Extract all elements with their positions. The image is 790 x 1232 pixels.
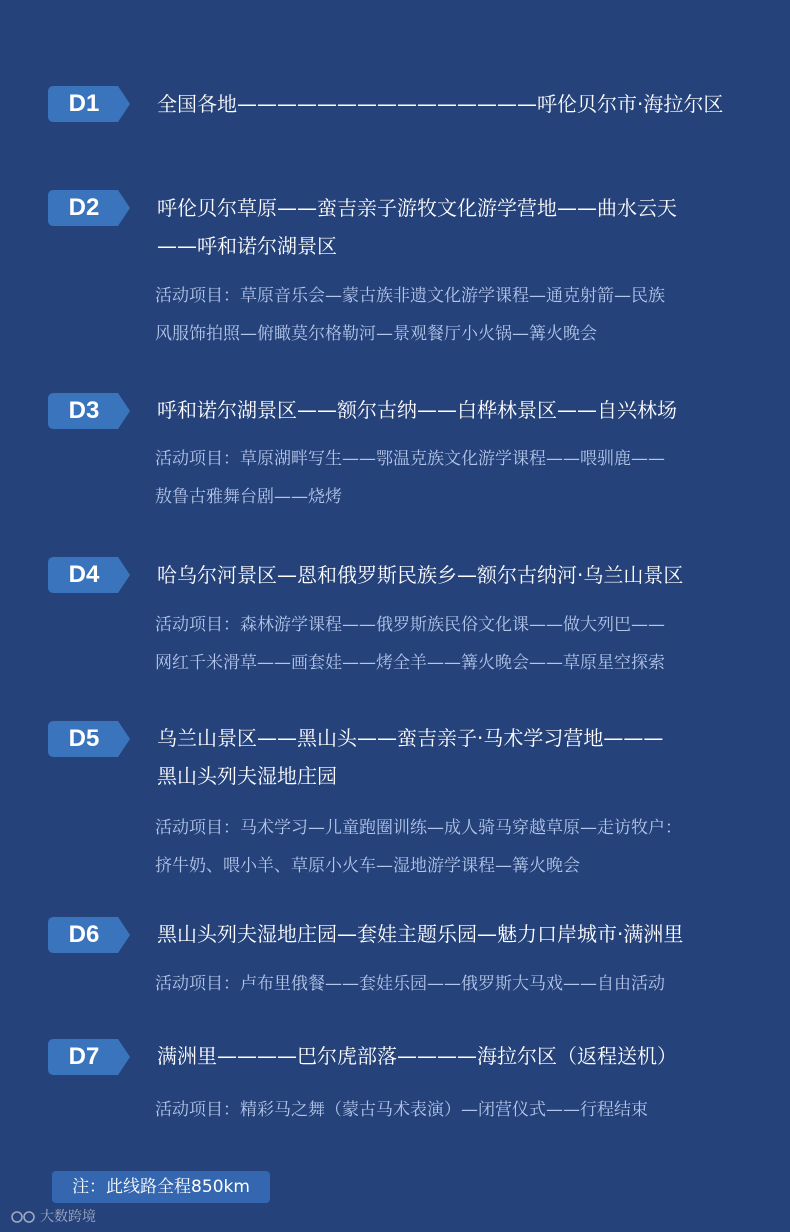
day-route: 全国各地———————————————呼伦贝尔市·海拉尔区 — [157, 92, 724, 116]
day-badge — [48, 721, 130, 757]
day-route: 呼伦贝尔草原——蛮吉亲子游牧文化游学营地——曲水云天 ——呼和诺尔湖景区 — [157, 196, 677, 258]
day-label: D3 — [68, 397, 100, 424]
watermark-text: 大数跨境 — [40, 1209, 96, 1225]
day-activities: 活动项目：卢布里俄餐——套娃乐园——俄罗斯大马戏——自由活动 — [155, 974, 665, 994]
day-label: D1 — [68, 90, 100, 117]
day-label: D7 — [68, 1043, 100, 1070]
day-route: 呼和诺尔湖景区——额尔古纳——白桦林景区——自兴林场 — [157, 398, 677, 422]
day-badge — [48, 917, 130, 953]
day-route: 满洲里————巴尔虎部落————海拉尔区（返程送机） — [157, 1044, 677, 1068]
watermark — [10, 1206, 96, 1228]
day-badge — [48, 557, 130, 593]
day-badge — [48, 393, 130, 429]
day-activities: 活动项目：马术学习—儿童跑圈训练—成人骑马穿越草原—走访牧户： 挤牛奶、喂小羊、草原小火车—湿地游学课程—篝火晚会 — [155, 818, 682, 876]
day-badge — [48, 86, 130, 122]
day-activities: 活动项目：森林游学课程——俄罗斯族民俗文化课——做大列巴—— 网红千米滑草——画套娃——烤全羊——篝火晚会——草原星空探索 — [155, 615, 665, 673]
day-activities: 活动项目：草原音乐会—蒙古族非遗文化游学课程—通克射箭—民族 风服饰拍照—俯瞰莫尔格勒河—景观餐厅小火锅—篝火晚会 — [155, 286, 665, 344]
day-activities: 活动项目：草原湖畔写生——鄂温克族文化游学课程——喂驯鹿—— 敖鲁古雅舞台剧——烧烤 — [155, 449, 665, 507]
day-label: D6 — [68, 921, 100, 948]
day-activities: 活动项目：精彩马之舞（蒙古马术表演）—闭营仪式——行程结束 — [155, 1100, 648, 1120]
day-badge — [48, 1039, 130, 1075]
day-label: D5 — [68, 725, 100, 752]
day-route: 黑山头列夫湿地庄园—套娃主题乐园—魅力口岸城市·满洲里 — [157, 922, 684, 946]
day-badge — [48, 190, 130, 226]
distance-note: 注：此线路全程850km — [52, 1171, 270, 1203]
day-route: 哈乌尔河景区—恩和俄罗斯民族乡—额尔古纳河·乌兰山景区 — [157, 563, 684, 587]
day-label: D2 — [68, 194, 100, 221]
day-route: 乌兰山景区——黑山头——蛮吉亲子·马术学习营地——— 黑山头列夫湿地庄园 — [157, 726, 664, 788]
day-label: D4 — [68, 561, 100, 588]
watermark-logo-icon — [10, 1208, 36, 1226]
